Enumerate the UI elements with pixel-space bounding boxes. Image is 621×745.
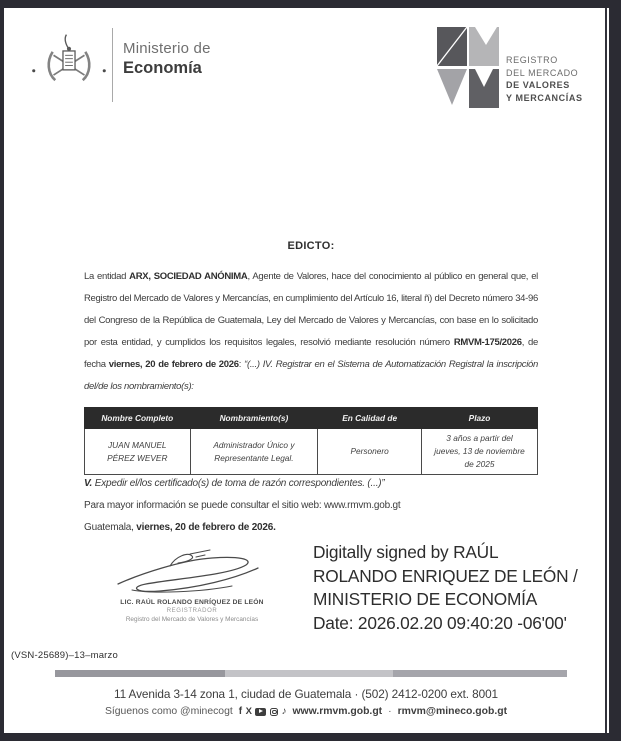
table-cell: Personero xyxy=(318,429,422,475)
rmvm-logo-icon xyxy=(437,27,499,108)
rmvm-line3: DE VALORES xyxy=(506,80,570,90)
registry-table xyxy=(84,407,538,475)
text-segment: V. xyxy=(84,478,93,489)
text-segment: RMVM-175/2026 xyxy=(453,337,522,348)
youtube-icon xyxy=(255,708,266,716)
registrar-name: LIC. RAÚL ROLANDO ENRÍQUEZ DE LEÓN xyxy=(120,599,264,606)
divider-bar-segment xyxy=(393,670,567,677)
resolution-closing-line xyxy=(84,478,538,489)
footer-website: www.rmvm.gob.gt xyxy=(292,706,383,717)
text-segment: , Agente de Valores, hace del conocimiento al público en general que, el Registro del Mercado de Valores y Mercancías, en cumplimiento del Artículo 16, literal ñ) del Decreto número 34-96 del Congreso de la República de Guatemala, Ley del Mercado de Valores y Mercancías, con base en lo solicitado por esta entidad, y cumplidos los requisitos legales, resolvió mediante resolución número xyxy=(84,271,538,348)
table-header-row xyxy=(85,408,538,429)
digital-signature-line1: Digitally signed by RAÚL xyxy=(313,542,499,562)
rmvm-line4: Y MERCANCÍAS xyxy=(506,92,583,103)
table-header-cell: Plazo xyxy=(422,408,538,429)
facebook-icon: f xyxy=(238,706,243,717)
table-header-cell: Nombre Completo xyxy=(85,408,191,429)
text-segment: “(...) IV. Registrar en el Sistema de Automatización Registral la inscripción del/de los nombramiento(s): xyxy=(84,359,539,392)
text-segment: viernes, 20 de febrero de 2026 xyxy=(108,359,239,370)
table-cell: 3 años a partir del jueves, 13 de noviembre de 2025 xyxy=(422,429,538,475)
text-segment: Guatemala, xyxy=(84,522,137,533)
frame-left-edge xyxy=(0,0,4,741)
digital-signature-line4: Date: 2026.02.20 09:40:20 -06'00' xyxy=(313,612,567,633)
digital-signature-stamp xyxy=(313,541,608,635)
registry-table-body xyxy=(85,429,538,475)
guatemala-government-seal-icon xyxy=(26,20,112,106)
footer-email: rmvm@mineco.gob.gt xyxy=(397,706,508,717)
frame-right-edge xyxy=(609,0,621,741)
instagram-icon xyxy=(270,708,278,716)
place-date-line xyxy=(84,522,538,533)
social-icons xyxy=(239,706,287,717)
digital-signature-line2: ROLANDO ENRIQUEZ DE LEÓN / xyxy=(313,565,578,586)
frame-top-edge xyxy=(0,0,621,8)
text-segment: Expedir el/los certificado(s) de toma de razón correspondientes. (...)” xyxy=(92,478,385,489)
registrar-role: REGISTRADOR xyxy=(166,608,218,614)
edict-heading: EDICTO: xyxy=(287,240,335,252)
coat-of-arms-icon xyxy=(49,35,90,81)
rmvm-line2: DEL MERCADO xyxy=(506,67,579,78)
divider-bar-segment xyxy=(225,670,393,677)
edict-paragraph xyxy=(84,266,538,398)
tiktok-icon: ♪ xyxy=(281,706,287,717)
more-info-line: Para mayor información se puede consultar el sitio web: www.rmvm.gob.gt xyxy=(84,500,401,511)
rmvm-wordmark xyxy=(506,54,583,104)
footer-separator-dot: · xyxy=(388,706,392,717)
table-cell: JUAN MANUEL PÉREZ WEVER xyxy=(85,429,191,475)
edition-margin-note: (VSN-25689)–13–marzo xyxy=(11,650,118,661)
social-prefix: Síguenos como @minecogt xyxy=(104,706,233,717)
text-segment: , de fecha xyxy=(84,337,539,370)
text-segment: : xyxy=(238,359,245,370)
footer-social-line xyxy=(4,706,608,717)
table-header-cell: Nombramiento(s) xyxy=(190,408,318,429)
table-header-cell: En Calidad de xyxy=(318,408,422,429)
text-segment: ARX, SOCIEDAD ANÓNIMA xyxy=(129,271,248,282)
digital-signature-line3: MINISTERIO DE ECONOMÍA xyxy=(313,589,538,610)
frame-bottom-edge xyxy=(0,733,621,741)
rmvm-line1: REGISTRO xyxy=(506,55,558,65)
ministry-name-line1: Ministerio de xyxy=(123,40,211,57)
registrar-signature-block xyxy=(92,599,292,623)
text-segment: viernes, 20 de febrero de 2026. xyxy=(136,522,276,533)
ministry-wordmark xyxy=(123,40,211,78)
header-divider xyxy=(112,28,113,102)
handwritten-signature-icon xyxy=(112,546,267,600)
table-cell: Administrador Único y Representante Legal. xyxy=(190,429,318,475)
divider-bar-segment xyxy=(55,670,225,677)
text-segment: La entidad xyxy=(84,271,130,282)
footer-address: 11 Avenida 3-14 zona 1, ciudad de Guatemala · (502) 2412-0200 ext. 8001 xyxy=(113,687,498,701)
ministry-name-line2: Economía xyxy=(123,59,202,77)
table-row xyxy=(85,429,538,475)
x-icon: X xyxy=(245,706,252,717)
registrar-office: Registro del Mercado de Valores y Mercancías xyxy=(125,616,259,623)
